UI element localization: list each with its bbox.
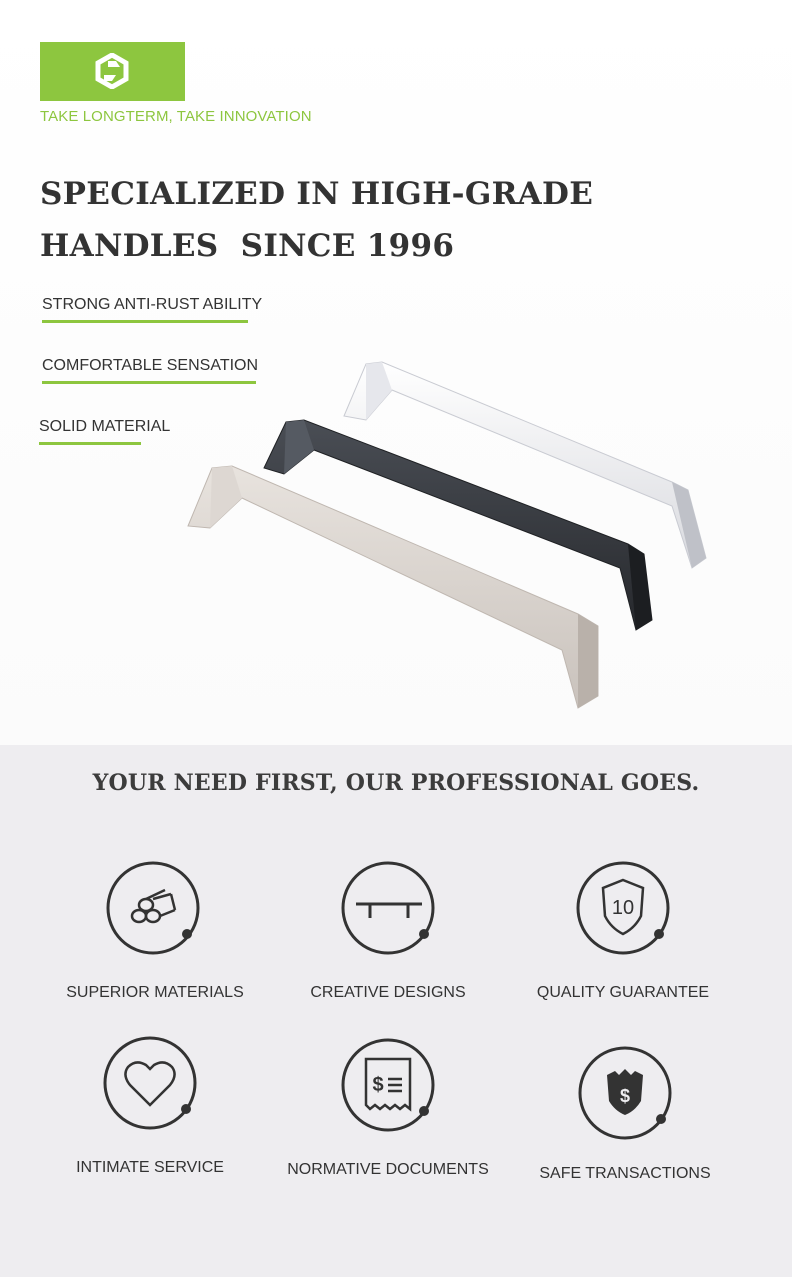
shield-badge-text: 10	[611, 897, 635, 919]
service-label: SUPERIOR MATERIALS	[66, 984, 244, 1001]
receipt-icon	[340, 1037, 440, 1137]
feature-solid-material	[39, 418, 170, 436]
services-section	[0, 745, 792, 1277]
product-handles-image	[180, 350, 720, 730]
pipes-icon	[105, 860, 205, 960]
service-label: QUALITY GUARANTEE	[536, 984, 710, 1001]
feature-underline	[39, 442, 141, 445]
feature-label: COMFORTABLE SENSATION	[42, 357, 259, 374]
hexagon-b-logo-icon	[94, 53, 130, 89]
feature-underline	[42, 320, 248, 323]
handle-nickel	[188, 466, 598, 708]
heart-icon	[102, 1035, 202, 1135]
services-slogan: YOUR NEED FIRST, OUR PROFESSIONAL GOES.	[92, 770, 700, 796]
feature-label: STRONG ANTI-RUST ABILITY	[42, 296, 263, 313]
service-label: SAFE TRANSACTIONS	[539, 1165, 711, 1182]
shield-icon	[575, 860, 675, 960]
feature-anti-rust	[42, 296, 262, 314]
headline-line-2: HANDLES SINCE 1996	[40, 228, 455, 264]
shield-dollar-icon	[577, 1045, 677, 1145]
service-label: NORMATIVE DOCUMENTS	[287, 1161, 489, 1178]
svg-text:$: $	[619, 1086, 631, 1106]
svg-text:$: $	[372, 1074, 384, 1096]
service-label: INTIMATE SERVICE	[76, 1159, 224, 1176]
brand-logo[interactable]	[40, 42, 185, 101]
feature-label: SOLID MATERIAL	[39, 418, 171, 435]
service-label: CREATIVE DESIGNS	[310, 984, 466, 1001]
brand-tagline: TAKE LONGTERM, TAKE INNOVATION	[40, 108, 312, 125]
headline-line-1: SPECIALIZED IN HIGH-GRADE	[40, 176, 594, 212]
handle-icon	[340, 860, 440, 960]
